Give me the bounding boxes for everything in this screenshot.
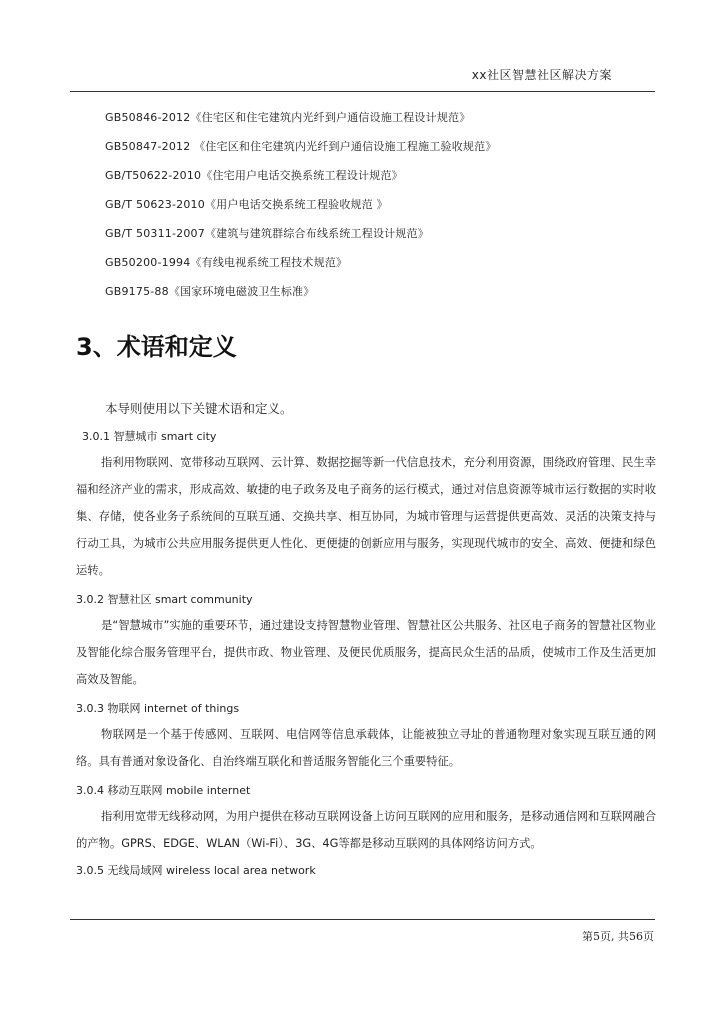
term-title: 3.0.2 智慧社区 smart community [76, 593, 253, 606]
section-heading: 3、术语和定义 [76, 333, 237, 361]
term-title: 3.0.1 智慧城市 smart city [82, 430, 217, 443]
term-definition: 指利用宽带无线移动网，为用户提供在移动互联网设备上访问互联网的应用和服务，是移动通信网和互联网融合的产物。GPRS、EDGE、WLAN（Wi-Fi）、3G、4G等都是移动互联网的具体网络访问方式。 [76, 810, 656, 850]
term-title: 3.0.4 移动互联网 mobile internet [76, 784, 251, 797]
header-divider [70, 91, 655, 92]
footer-divider [70, 919, 655, 920]
term-definition: 指利用物联网、宽带移动互联网、云计算、数据挖掘等新一代信息技术，充分利用资源，围绕政府管理、民生幸福和经济产业的需求，形成高效、敏捷的电子政务及电子商务的运行模式，通过对信息资源等城市运行数据的实时收集、存储，使各业务子系统间的互联互通、交换共享、相互协同，为城市管理与运营提供更高效、灵活的决策支持与行动工具，为城市公共应用服务提供更人性化、更便捷的创新应用与服务，实现现代城市的安全、高效、便捷和绿色运转。 [76, 456, 656, 577]
term-definition: 是“智慧城市”实施的重要环节，通过建设支持智慧物业管理、智慧社区公共服务、社区电子商务的智慧社区物业及智能化综合服务管理平台，提供市政、物业管理、及便民优质服务，提高民众生活的品质，使城市工作及生活更加高效及智能。 [76, 619, 656, 686]
term-definition: 物联网是一个基于传感网、互联网、电信网等信息承载体，让能被独立寻址的普通物理对象实现互联互通的网络。具有普通对象设备化、自治终端互联化和普适服务智能化三个重要特征。 [76, 728, 656, 768]
standard-item: GB50200-1994《有线电视系统工程技术规范》 [105, 256, 348, 269]
standard-item: GB/T 50311-2007《建筑与建筑群综合布线系统工程设计规范》 [105, 227, 429, 240]
standard-item: GB50846-2012《住宅区和住宅建筑内光纤到户通信设施工程设计规范》 [105, 111, 471, 124]
standard-item: GB/T 50623-2010《用户电话交换系统工程验收规范 》 [105, 198, 388, 211]
terms-list [76, 427, 656, 883]
standards-list [105, 109, 497, 312]
term-title: 3.0.3 物联网 internet of things [76, 702, 240, 715]
header-title: xx社区智慧社区解决方案 [471, 68, 612, 82]
section-intro: 本导则使用以下关键术语和定义。 [105, 401, 293, 416]
page-number: 第5页, 共56页 [582, 930, 654, 943]
standard-item: GB9175-88《国家环境电磁波卫生标准》 [105, 285, 315, 298]
standard-item: GB/T50622-2010《住宅用户电话交换系统工程设计规范》 [105, 169, 403, 182]
standard-item: GB50847-2012 《住宅区和住宅建筑内光纤到户通信设施工程施工验收规范》 [105, 140, 497, 153]
term-title: 3.0.5 无线局域网 wireless local area network [76, 864, 316, 877]
